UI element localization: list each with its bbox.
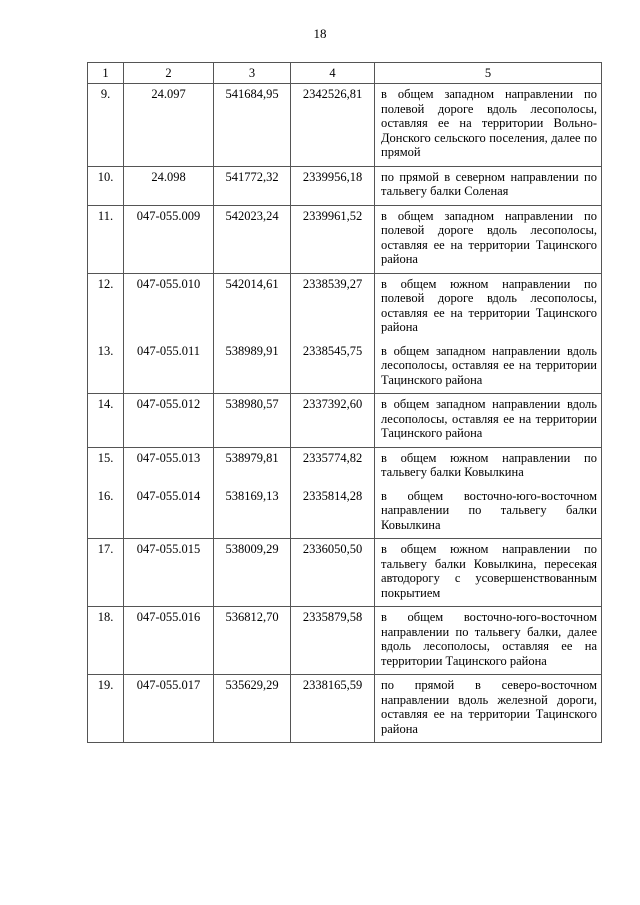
coord-y: 2336050,50 <box>291 539 375 607</box>
direction-description: в общем южном направлении по тальвегу балки Ковылкина <box>375 447 602 486</box>
direction-description: в общем западном направлении вдоль лесополосы, оставляя ее на территории Тацинского района <box>375 394 602 448</box>
header-col-4: 4 <box>291 63 375 84</box>
row-number: 17. <box>88 539 124 607</box>
coord-x: 538980,57 <box>214 394 291 448</box>
point-code: 24.098 <box>124 166 214 205</box>
row-number: 16. <box>88 486 124 539</box>
direction-description: в общем западном направлении по полевой дороге вдоль лесополосы, оставляя ее на территории Тацинского района <box>375 205 602 273</box>
table-row <box>88 447 602 486</box>
coord-y: 2342526,81 <box>291 84 375 167</box>
table-row <box>88 607 602 675</box>
direction-description: в общем южном направлении по тальвегу балки Ковылкина, пересекая автодорогу с усовершенствованным покрытием <box>375 539 602 607</box>
boundary-table <box>87 62 602 743</box>
coord-y: 2337392,60 <box>291 394 375 448</box>
point-code: 047-055.009 <box>124 205 214 273</box>
table-row <box>88 84 602 167</box>
coord-y: 2335774,82 <box>291 447 375 486</box>
page-number: 18 <box>313 26 327 41</box>
header-col-1: 1 <box>88 63 124 84</box>
coord-y: 2339956,18 <box>291 166 375 205</box>
direction-description: по прямой в северо-восточном направлении вдоль железной дороги, оставляя ее на территории Тацинского района <box>375 675 602 743</box>
table-row <box>88 394 602 448</box>
coord-x: 535629,29 <box>214 675 291 743</box>
coord-y: 2339961,52 <box>291 205 375 273</box>
point-code: 047-055.015 <box>124 539 214 607</box>
row-number: 12. <box>88 273 124 341</box>
row-number: 13. <box>88 341 124 394</box>
point-code: 24.097 <box>124 84 214 167</box>
point-code: 047-055.013 <box>124 447 214 486</box>
direction-description: по прямой в северном направлении по тальвегу балки Соленая <box>375 166 602 205</box>
row-number: 11. <box>88 205 124 273</box>
coord-x: 538989,91 <box>214 341 291 394</box>
point-code: 047-055.017 <box>124 675 214 743</box>
direction-description: в общем западном направлении по полевой дороге вдоль лесополосы, оставляя ее на территории Вольно-Донского сельского поселения, далее по прямой <box>375 84 602 167</box>
table-row <box>88 341 602 394</box>
point-code: 047-055.012 <box>124 394 214 448</box>
table-row <box>88 539 602 607</box>
direction-description: в общем западном направлении вдоль лесополосы, оставляя ее на территории Тацинского района <box>375 341 602 394</box>
header-col-2: 2 <box>124 63 214 84</box>
row-number: 10. <box>88 166 124 205</box>
table-row <box>88 486 602 539</box>
coord-x: 538979,81 <box>214 447 291 486</box>
row-number: 18. <box>88 607 124 675</box>
row-number: 14. <box>88 394 124 448</box>
coord-x: 542014,61 <box>214 273 291 341</box>
header-col-5: 5 <box>375 63 602 84</box>
row-number: 15. <box>88 447 124 486</box>
coord-x: 538169,13 <box>214 486 291 539</box>
table-header-row <box>88 63 602 84</box>
coord-y: 2335879,58 <box>291 607 375 675</box>
coord-y: 2338539,27 <box>291 273 375 341</box>
direction-description: в общем южном направлении по полевой дороге вдоль лесополосы, оставляя ее на территории Тацинского района <box>375 273 602 341</box>
coord-x: 536812,70 <box>214 607 291 675</box>
direction-description: в общем восточно-юго-восточном направлении по тальвегу балки, далее вдоль лесополосы, оставляя ее на территории Тацинского района <box>375 607 602 675</box>
table-row <box>88 166 602 205</box>
table-row <box>88 205 602 273</box>
header-col-3: 3 <box>214 63 291 84</box>
point-code: 047-055.011 <box>124 341 214 394</box>
coord-y: 2335814,28 <box>291 486 375 539</box>
point-code: 047-055.014 <box>124 486 214 539</box>
coord-x: 538009,29 <box>214 539 291 607</box>
coord-x: 541684,95 <box>214 84 291 167</box>
coord-y: 2338545,75 <box>291 341 375 394</box>
coord-x: 541772,32 <box>214 166 291 205</box>
table-row <box>88 273 602 341</box>
point-code: 047-055.010 <box>124 273 214 341</box>
coord-x: 542023,24 <box>214 205 291 273</box>
table-row <box>88 675 602 743</box>
row-number: 19. <box>88 675 124 743</box>
row-number: 9. <box>88 84 124 167</box>
point-code: 047-055.016 <box>124 607 214 675</box>
coord-y: 2338165,59 <box>291 675 375 743</box>
direction-description: в общем восточно-юго-восточном направлении по тальвегу балки Ковылкина <box>375 486 602 539</box>
